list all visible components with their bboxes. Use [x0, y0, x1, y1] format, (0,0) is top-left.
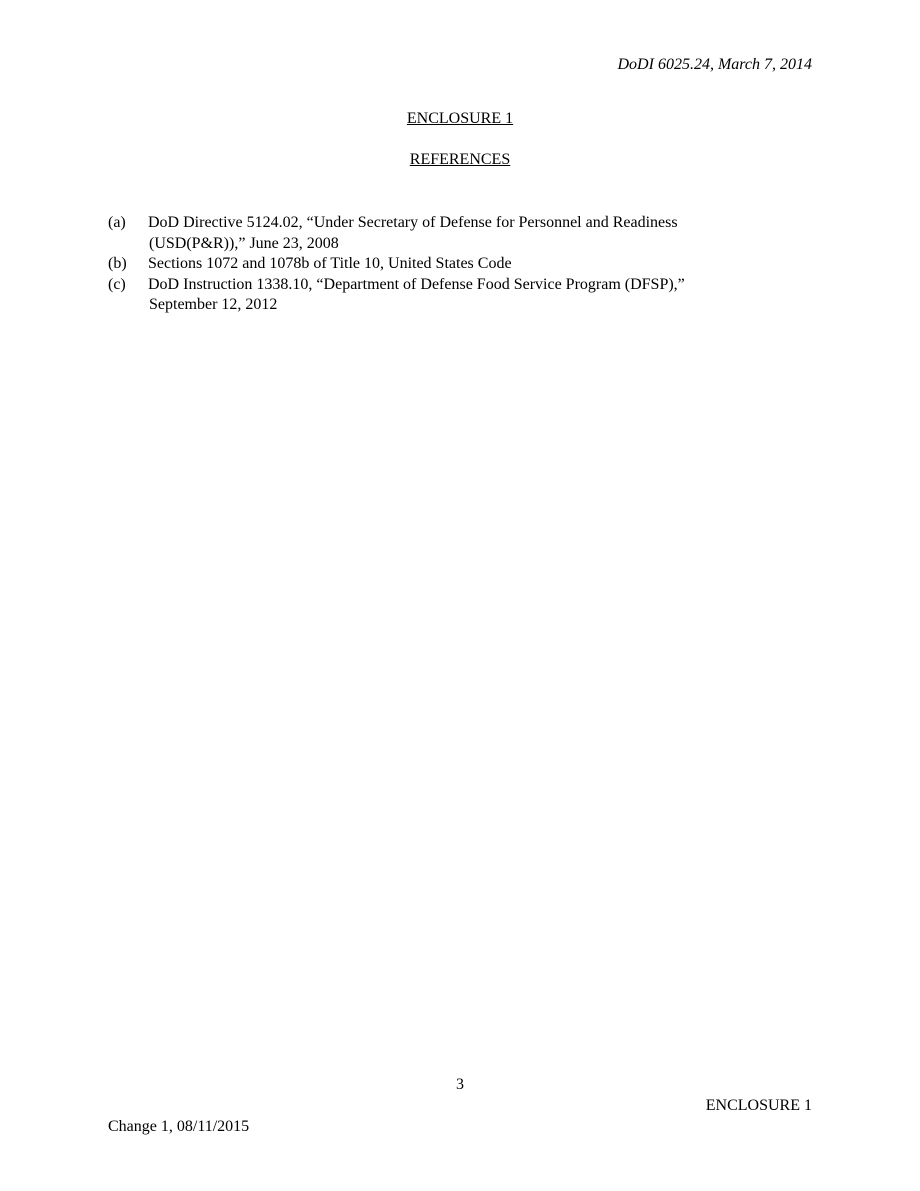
- reference-text: [148, 254, 808, 275]
- reference-item-c: [108, 275, 808, 316]
- reference-label: (c): [108, 275, 126, 293]
- reference-item-a: [108, 213, 808, 254]
- reference-line: Sections 1072 and 1078b of Title 10, United States Code: [148, 255, 512, 272]
- references-heading: REFERENCES: [409, 151, 511, 168]
- enclosure-heading: ENCLOSURE 1: [406, 110, 514, 127]
- reference-label: (b): [108, 255, 127, 272]
- page-number: 3: [456, 1076, 464, 1093]
- reference-text: [148, 275, 808, 316]
- reference-item-b: [108, 254, 808, 275]
- footer-change-note: Change 1, 08/11/2015: [108, 1118, 250, 1135]
- document-identifier: DoDI 6025.24, March 7, 2014: [617, 56, 812, 73]
- references-list: [108, 213, 808, 316]
- reference-line: September 12, 2012: [149, 296, 278, 313]
- reference-line: DoD Instruction 1338.10, “Department of Defense Food Service Program (DFSP),”: [148, 275, 685, 293]
- reference-line: DoD Directive 5124.02, “Under Secretary of Defense for Personnel and Readiness: [148, 214, 678, 231]
- reference-text: [148, 213, 808, 254]
- reference-label: (a): [108, 214, 126, 231]
- reference-line: (USD(P&R)),” June 23, 2008: [149, 234, 339, 252]
- footer-enclosure-label: ENCLOSURE 1: [705, 1097, 812, 1114]
